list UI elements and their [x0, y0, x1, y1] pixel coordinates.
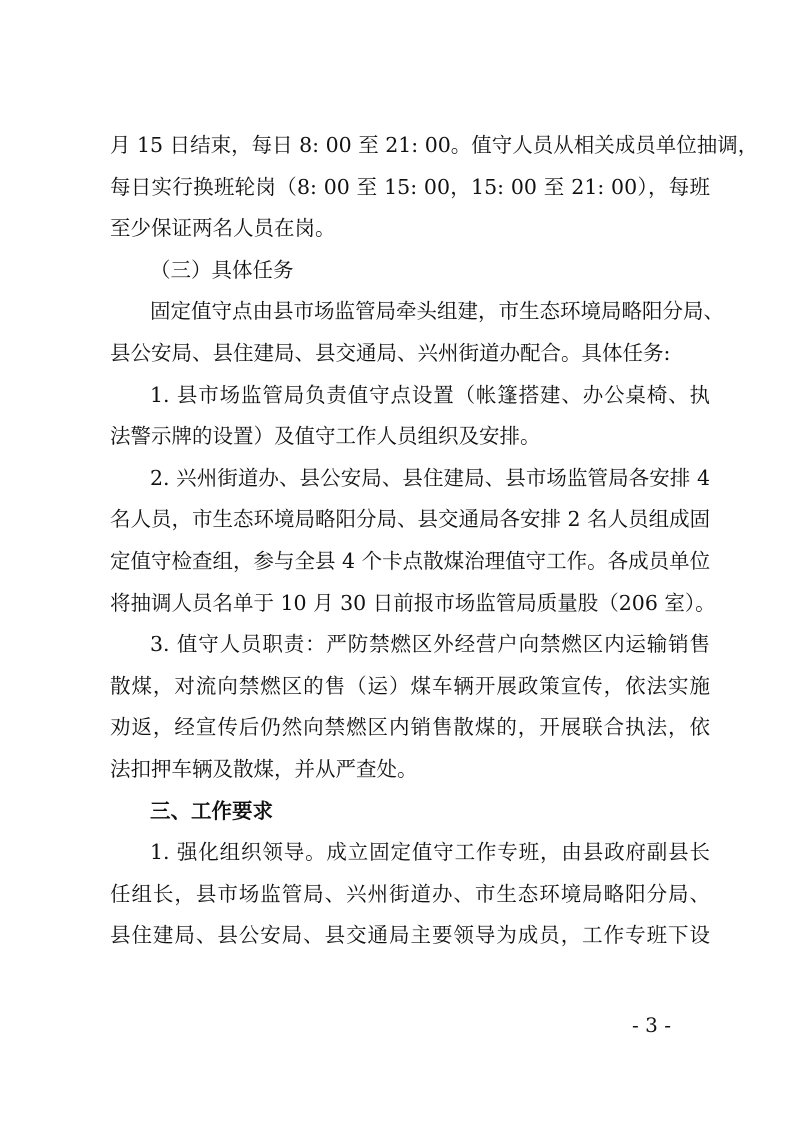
- page-number: - 3 -: [632, 1013, 671, 1037]
- body-line-9: 2. 兴州街道办、县公安局、县住建局、县市场监管局各安排 4: [150, 466, 710, 490]
- section-heading-work-requirements: 三、工作要求: [150, 799, 273, 823]
- body-line-10: 名人员，市生态环境局略阳分局、县交通局各安排 2 名人员组成固: [110, 507, 711, 531]
- body-line-2: 每日实行换班轮岗（8: 00 至 15: 00，15: 00 至 21: 00），每班: [110, 175, 710, 199]
- body-line-6: 县公安局、县住建局、县交通局、兴州街道办配合。具体任务:: [110, 341, 671, 365]
- body-line-13: 3. 值守人员职责：严防禁燃区外经营户向禁燃区内运输销售: [150, 632, 710, 656]
- body-line-3: 至少保证两名人员在岗。: [110, 216, 336, 240]
- section-heading-specific-tasks: （三）具体任务: [150, 258, 294, 282]
- body-line-16: 法扣押车辆及散煤，并从严查处。: [110, 757, 418, 781]
- body-line-20: 县住建局、县公安局、县交通局主要领导为成员，工作专班下设: [110, 923, 710, 947]
- body-line-5: 固定值守点由县市场监管局牵头组建，市生态环境局略阳分局、: [150, 299, 724, 323]
- body-line-19: 任组长，县市场监管局、兴州街道办、市生态环境局略阳分局、: [110, 882, 710, 906]
- body-line-12: 将抽调人员名单于 10 月 30 日前报市场监管局质量股（206 室）。: [110, 591, 716, 615]
- body-line-18: 1. 强化组织领导。成立固定值守工作专班，由县政府副县长: [150, 840, 710, 864]
- body-line-1: 月 15 日结束，每日 8: 00 至 21: 00。值守人员从相关成员单位抽调，: [110, 133, 759, 157]
- body-line-8: 法警示牌的设置）及值守工作人员组织及安排。: [110, 424, 541, 448]
- body-line-7: 1. 县市场监管局负责值守点设置（帐篷搭建、办公桌椅、执: [150, 383, 710, 407]
- body-line-14: 散煤，对流向禁燃区的售（运）煤车辆开展政策宣传，依法实施: [110, 674, 710, 698]
- body-line-11: 定值守检查组，参与全县 4 个卡点散煤治理值守工作。各成员单位: [110, 549, 711, 573]
- body-line-15: 劝返，经宣传后仍然向禁燃区内销售散煤的，开展联合执法，依: [110, 715, 710, 739]
